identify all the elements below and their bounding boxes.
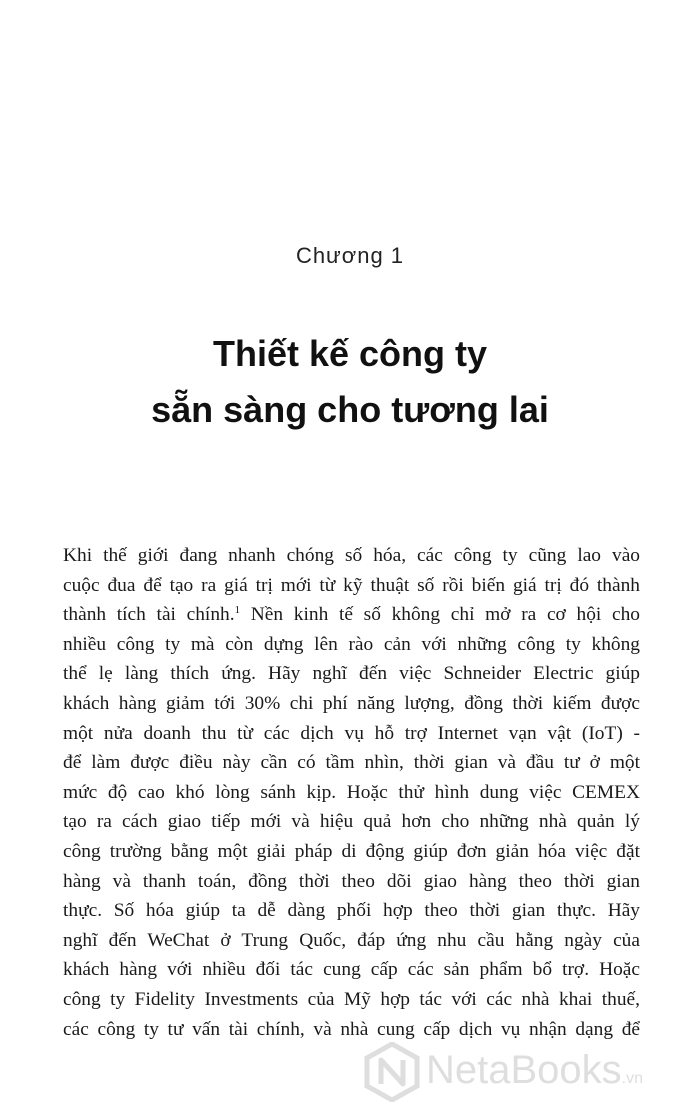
- netabooks-logo-icon: [364, 1042, 420, 1102]
- netabooks-watermark: [360, 1038, 700, 1108]
- body-line: thể lẹ làng thích ứng. Hãy nghĩ đến việc Schneider Electric giúp: [63, 663, 640, 685]
- body-line: khách hàng với nhiều đối tác cung cấp các sản phẩm bổ trợ. Hoặc: [63, 959, 640, 981]
- body-line: hàng và thanh toán, đồng thời theo dõi giao hàng theo thời gian: [63, 870, 640, 892]
- body-line: công ty Fidelity Investments của Mỹ hợp tác với các nhà khai thuế,: [63, 988, 640, 1010]
- body-line: để làm được điều này cần có tầm nhìn, thời gian và đầu tư ở một: [63, 752, 640, 774]
- body-line: khách hàng giảm tới 30% chi phí năng lượng, đồng thời kiếm được: [63, 692, 640, 714]
- body-line-part: Nền kinh tế số không chỉ mở ra cơ hội cho: [250, 604, 640, 626]
- body-line-part: thành tích tài chính.: [63, 604, 235, 626]
- body-line: nhiều công ty mà còn dựng lên rào cản với những công ty không: [63, 633, 640, 655]
- body-line: một nửa doanh thu từ các dịch vụ hỗ trợ Internet vạn vật (IoT) -: [63, 722, 640, 744]
- chapter-title-line-2: sẵn sàng cho tương lai: [151, 389, 549, 430]
- body-line: thực. Số hóa giúp ta dễ dàng phối hợp theo thời gian thực. Hãy: [63, 900, 640, 922]
- footnote-marker: 1: [234, 604, 241, 617]
- body-line: nghĩ đến WeChat ở Trung Quốc, đáp ứng nhu cầu hằng ngày của: [63, 929, 640, 951]
- chapter-title: [0, 326, 700, 438]
- body-paragraph: [63, 541, 640, 1044]
- body-line: công trường bằng một giải pháp di động giúp đơn giản hóa việc đặt: [63, 840, 640, 862]
- watermark-text: [426, 1048, 643, 1093]
- body-line: các công ty tư vấn tài chính, và nhà cung cấp dịch vụ nhận dạng để: [63, 1018, 640, 1040]
- chapter-label: Chương 1: [295, 243, 405, 268]
- body-line: Khi thế giới đang nhanh chóng số hóa, các công ty cũng lao vào: [63, 545, 640, 566]
- body-line: [63, 600, 640, 630]
- watermark-suffix: .vn: [621, 1070, 644, 1087]
- chapter-title-line-1: Thiết kế công ty: [212, 333, 488, 374]
- body-line: mức độ cao khó lòng sánh kịp. Hoặc thử hình dung việc CEMEX: [63, 781, 640, 803]
- watermark-brand: NetaBooks: [426, 1048, 622, 1092]
- body-line: cuộc đua để tạo ra giá trị mới từ kỹ thuật số rồi biến giá trị đó thành: [63, 574, 640, 596]
- body-line: tạo ra cách giao tiếp mới và hiệu quả hơn cho những nhà quản lý: [63, 811, 640, 833]
